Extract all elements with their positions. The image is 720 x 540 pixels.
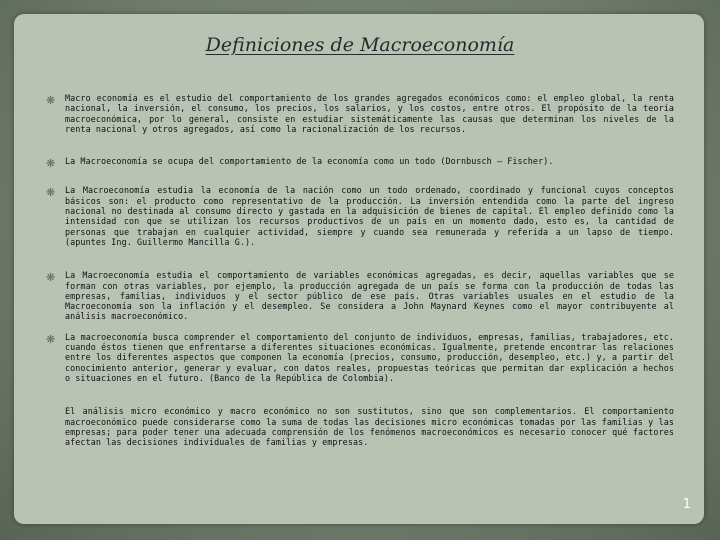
scroll-bullet-icon: ❋ [46,332,56,346]
bullet-item [46,270,674,321]
bullet-text: La Macroeconomía estudia la economía de la nación como un todo ordenado, coordinado y funcional cuyos conceptos básicos son: el producto como representativo de la producción. La inversión entendida como la parte del ingreso nacional no destinada al consumo directo y gastada en la adquisición de bienes de capital. El empleo definido como la intensidad con que se utilizan los recursos productivos de un país en un momento dado, esto es, la cantidad de personas que trabajan en cualquier actividad, siempre y cuando sea remunerada y referida a un lapso de tiempo. (apuntes Ing. Guillermo Mancilla G.). [65,185,674,247]
bullet-text: La macroeconomía busca comprender el comportamiento del conjunto de individuos, empresas, familias, trabajadores, etc. cuando éstos tienen que enfrentarse a diferentes situaciones económicas. Igualmente, pretende encontrar las relaciones entre los diferentes aspectos que componen la economía (precios, consumo, producción, desempleo, etc.) y, a partir del conocimiento anterior, generar y evaluar, con datos reales, propuestas teóricas que permitan dar explicación a hechos o situaciones en el futuro. (Banco de la República de Colombia). [65,331,674,383]
scroll-bullet-icon: ❋ [46,271,56,285]
scroll-bullet-icon: ❋ [46,186,56,200]
bullet-item [46,185,674,247]
bullet-text: La Macroeconomía se ocupa del comportamiento de la economía como un todo (Dornbusch – Fischer). [65,156,554,167]
bullet-text: La Macroeconomía estudia el comportamiento de variables económicas agregadas, es decir, aquellas variables que se forman con otras variables, por ejemplo, la producción agregada de un país se forma con la producción de todas las empresas, familias, individuos y el sector público de ese país. Otras variables usuales en el estudio de la Macroeconomía son la inflación y el desempleo. Se considera a John Maynard Keynes como el mayor contribuyente al análisis macroeconómico. [65,270,674,322]
scroll-bullet-icon: ❋ [46,94,56,107]
closing-paragraph [46,406,674,447]
slide-title: Definiciones de Macroeconomía [205,34,515,56]
page-number: 1 [682,497,691,512]
bullet-item [46,156,674,171]
slide-content [46,93,674,447]
paragraph-text: El análisis micro económico y macro económico no son sustitutos, sino que son complementarios. El comportamiento macroeconómico puede considerarse como la suma de todas las decisiones micro económicas tomadas por las familias y las empresas; para poder tener una adecuada comprensión de los fenómenos macroeconómicos es necesario conocer qué factores afectan las decisiones individuales de familias y empresas. [65,406,674,448]
scroll-bullet-icon: ❋ [46,157,56,171]
bullet-item [46,93,674,134]
bullet-text: Macro economía es el estudio del comportamiento de los grandes agregados económicos como: el empleo global, la renta nacional, la inversión, el consumo, los precios, los salarios, y los costos, entre otros. El propósito de la teoría macroeconómica, por lo general, consiste en estudiar sistemáticamente las causas que determinan los niveles de la renta nacional y otros agregados, así como la racionalización de los recursos. [65,93,674,134]
bullet-item [46,332,674,383]
